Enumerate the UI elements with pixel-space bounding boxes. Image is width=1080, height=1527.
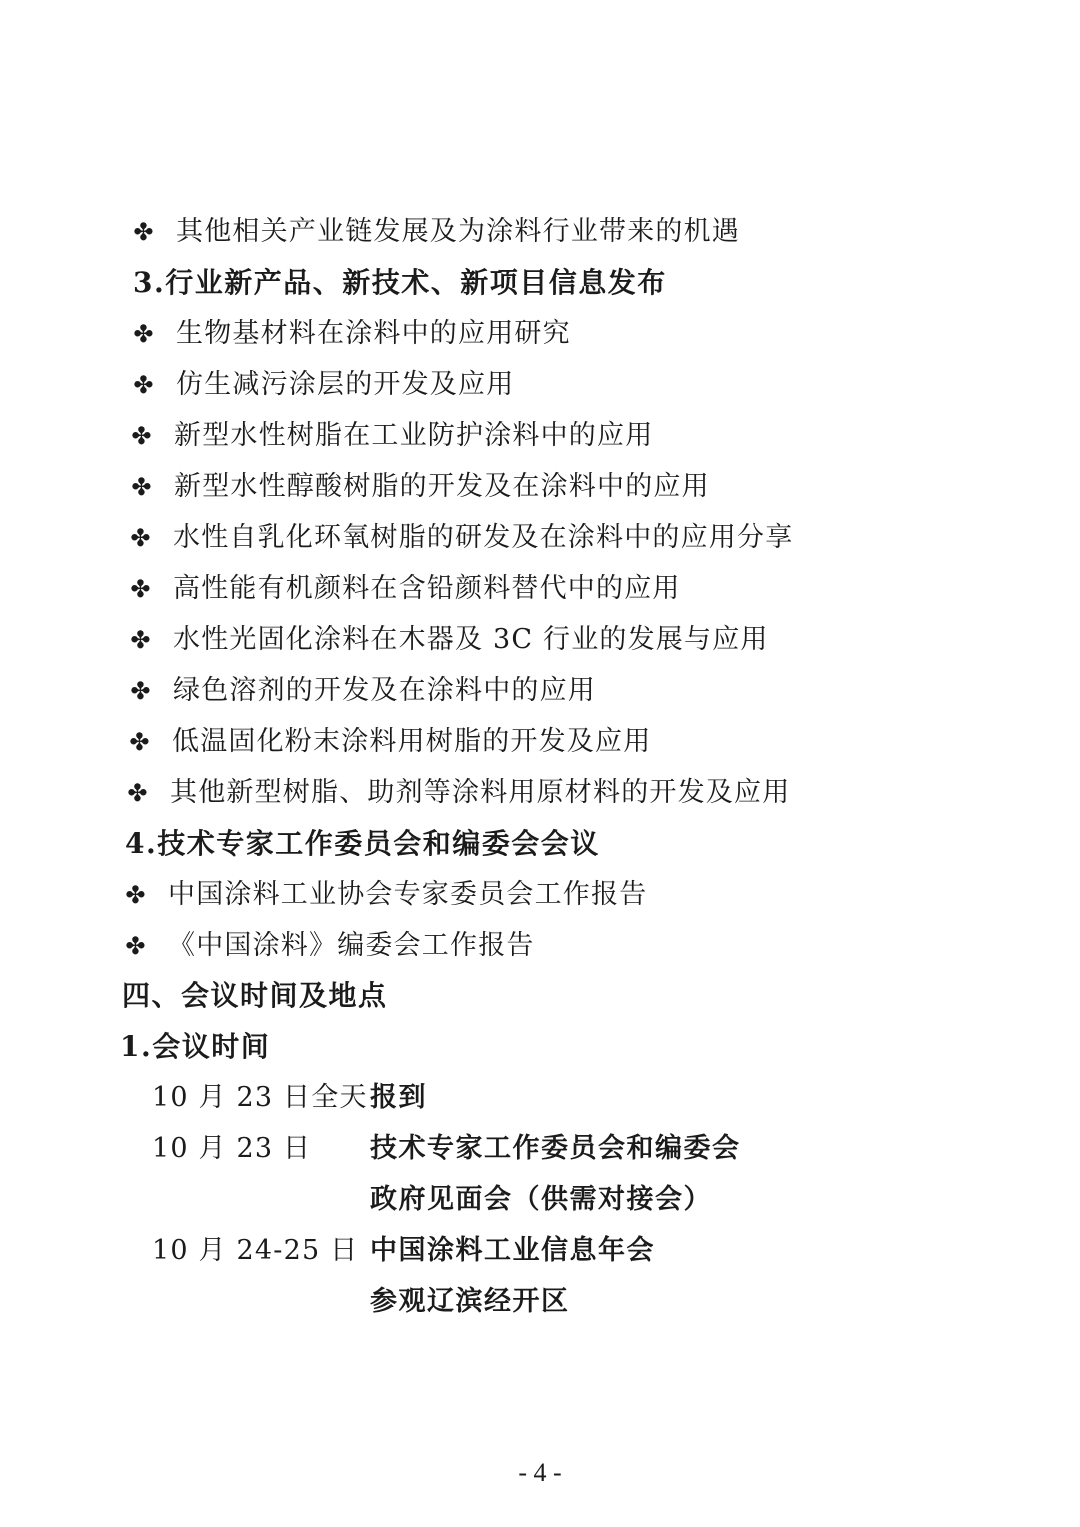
list-item: [124, 773, 790, 813]
list-item-text: 其他相关产业链发展及为涂料行业带来的机遇: [176, 216, 740, 247]
bullet-icon: ✤: [133, 218, 155, 246]
list-item: [130, 365, 514, 405]
section-4-heading: 4.技术专家工作委员会和编委会会议: [125, 827, 600, 860]
list-item-text: 新型水性树脂在工业防护涂料中的应用: [174, 420, 654, 451]
bullet-icon: ✤: [133, 371, 155, 399]
bullet-icon: ✤: [131, 473, 153, 501]
bullet-icon: ✤: [125, 881, 147, 909]
section-3-heading: 3.行业新产品、新技术、新项目信息发布: [133, 266, 667, 299]
schedule-activity: 报到: [370, 1082, 427, 1113]
schedule-activity: 政府见面会（供需对接会）: [370, 1184, 712, 1215]
schedule-activity: 参观辽滨经开区: [370, 1286, 570, 1317]
list-item-text: 绿色溶剂的开发及在涂料中的应用: [173, 675, 596, 706]
schedule-row: [152, 1231, 952, 1271]
schedule-date: 10 月 23 日全天: [152, 1082, 368, 1113]
schedule-activity: 中国涂料工业信息年会: [370, 1235, 655, 1266]
bullet-icon: ✤: [133, 320, 155, 348]
bullet-icon: ✤: [130, 575, 152, 603]
list-item-text: 新型水性醇酸树脂的开发及在涂料中的应用: [174, 471, 710, 502]
list-item: [127, 671, 596, 711]
list-item: [130, 212, 740, 252]
schedule-row: [152, 1078, 952, 1118]
list-item-text: 水性光固化涂料在木器及 3C 行业的发展与应用: [173, 624, 769, 655]
list-item-text: 水性自乳化环氧树脂的研发及在涂料中的应用分享: [173, 522, 794, 553]
list-item: [130, 314, 571, 354]
subsection-1-heading: 1.会议时间: [120, 1030, 271, 1063]
list-item-text: 《中国涂料》编委会工作报告: [168, 930, 535, 961]
bullet-icon: ✤: [127, 779, 149, 807]
list-item-text: 生物基材料在涂料中的应用研究: [176, 318, 571, 349]
schedule-date: 10 月 23 日: [152, 1133, 312, 1164]
bullet-icon: ✤: [130, 626, 152, 654]
list-item: [128, 467, 710, 507]
bullet-icon: ✤: [130, 677, 152, 705]
bullet-icon: ✤: [125, 932, 147, 960]
list-item-text: 中国涂料工业协会专家委员会工作报告: [168, 879, 648, 910]
schedule-row: [152, 1129, 952, 1169]
list-item-text: 高性能有机颜料在含铅颜料替代中的应用: [173, 573, 681, 604]
list-item: [127, 569, 681, 609]
list-item: [122, 875, 647, 915]
list-item: [126, 722, 651, 762]
bullet-icon: ✤: [131, 422, 153, 450]
list-item-text: 其他新型树脂、助剂等涂料用原材料的开发及应用: [170, 777, 791, 808]
list-item: [128, 416, 653, 456]
schedule-row-continuation: [152, 1282, 952, 1322]
list-item-text: 仿生减污涂层的开发及应用: [176, 369, 515, 400]
list-item-text: 低温固化粉末涂料用树脂的开发及应用: [172, 726, 652, 757]
list-item: [122, 926, 535, 966]
list-item: [127, 518, 793, 558]
bullet-icon: ✤: [129, 728, 151, 756]
list-item: [127, 620, 769, 660]
part-4-heading: 四、会议时间及地点: [122, 979, 388, 1012]
schedule-activity: 技术专家工作委员会和编委会: [370, 1133, 741, 1164]
page-number: - 4 -: [518, 1458, 562, 1487]
bullet-icon: ✤: [130, 524, 152, 552]
schedule-date: 10 月 24-25 日: [152, 1235, 359, 1266]
schedule-row-continuation: [152, 1180, 952, 1220]
